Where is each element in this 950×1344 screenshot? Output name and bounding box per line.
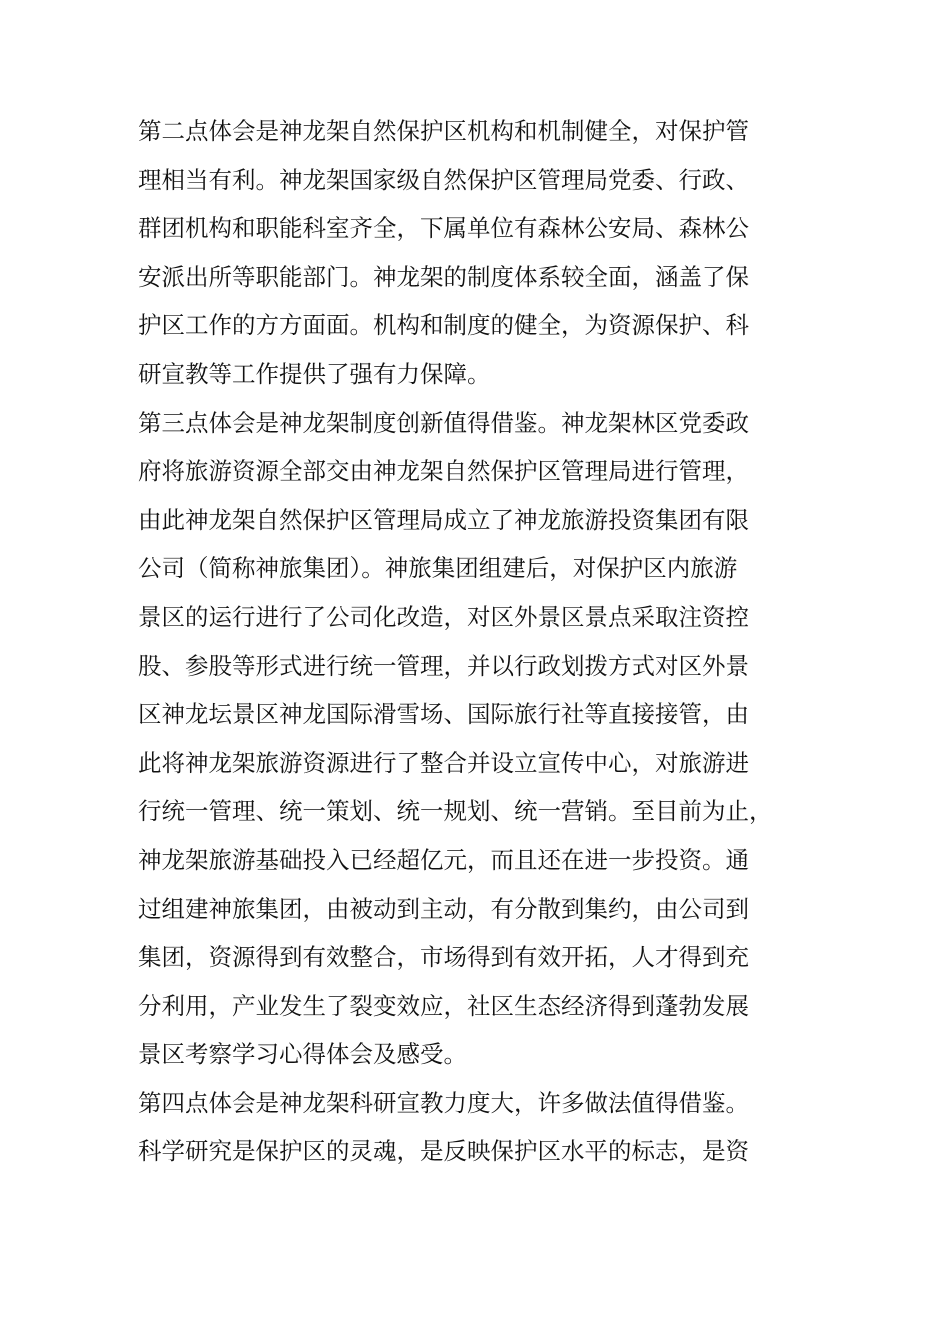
text-line: 区神龙坛景区神龙国际滑雪场、国际旅行社等直接接管，由	[138, 700, 749, 729]
text-line: 行统一管理、统一策划、统一规划、统一营销。至目前为止，	[138, 797, 773, 826]
text-line: 此将神龙架旅游资源进行了整合并设立宣传中心，对旅游进	[138, 748, 749, 777]
text-line: 由此神龙架自然保护区管理局成立了神龙旅游投资集团有限	[138, 505, 749, 534]
text-line: 第四点体会是神龙架科研宣教力度大，许多做法值得借鉴。	[138, 1088, 749, 1117]
body-text	[138, 107, 828, 1176]
text-line: 第二点体会是神龙架自然保护区机构和机制健全，对保护管	[138, 117, 749, 145]
text-line: 分利用，产业发生了裂变效应，社区生态经济得到蓬勃发展	[138, 991, 749, 1020]
text-line: 第三点体会是神龙架制度创新值得借鉴。神龙架林区党委政	[138, 408, 749, 437]
text-line: 过组建神旅集团，由被动到主动，有分散到集约，由公司到	[138, 894, 749, 923]
text-line: 安派出所等职能部门。神龙架的制度体系较全面，涵盖了保	[138, 262, 749, 291]
text-line: 府将旅游资源全部交由神龙架自然保护区管理局进行管理，	[138, 457, 749, 486]
text-line: 景区考察学习心得体会及感受。	[138, 1040, 467, 1069]
text-line: 科学研究是保护区的灵魂，是反映保护区水平的标志，是资	[138, 1137, 749, 1166]
text-line: 集团，资源得到有效整合，市场得到有效开拓，人才得到充	[138, 943, 749, 972]
text-line: 景区的运行进行了公司化改造，对区外景区景点采取注资控	[138, 602, 749, 631]
text-line: 理相当有利。神龙架国家级自然保护区管理局党委、行政、	[138, 165, 749, 194]
text-line: 股、参股等形式进行统一管理，并以行政划拨方式对区外景	[138, 651, 749, 680]
text-line: 群团机构和职能科室齐全，下属单位有森林公安局、森林公	[138, 214, 749, 243]
text-line: 护区工作的方方面面。机构和制度的健全，为资源保护、科	[138, 311, 749, 340]
text-line: 公司（简称神旅集团）。神旅集团组建后，对保护区内旅游	[138, 554, 738, 583]
text-line: 神龙架旅游基础投入已经超亿元，而且还在进一步投资。通	[138, 845, 749, 874]
text-line: 研宣教等工作提供了强有力保障。	[138, 359, 491, 388]
